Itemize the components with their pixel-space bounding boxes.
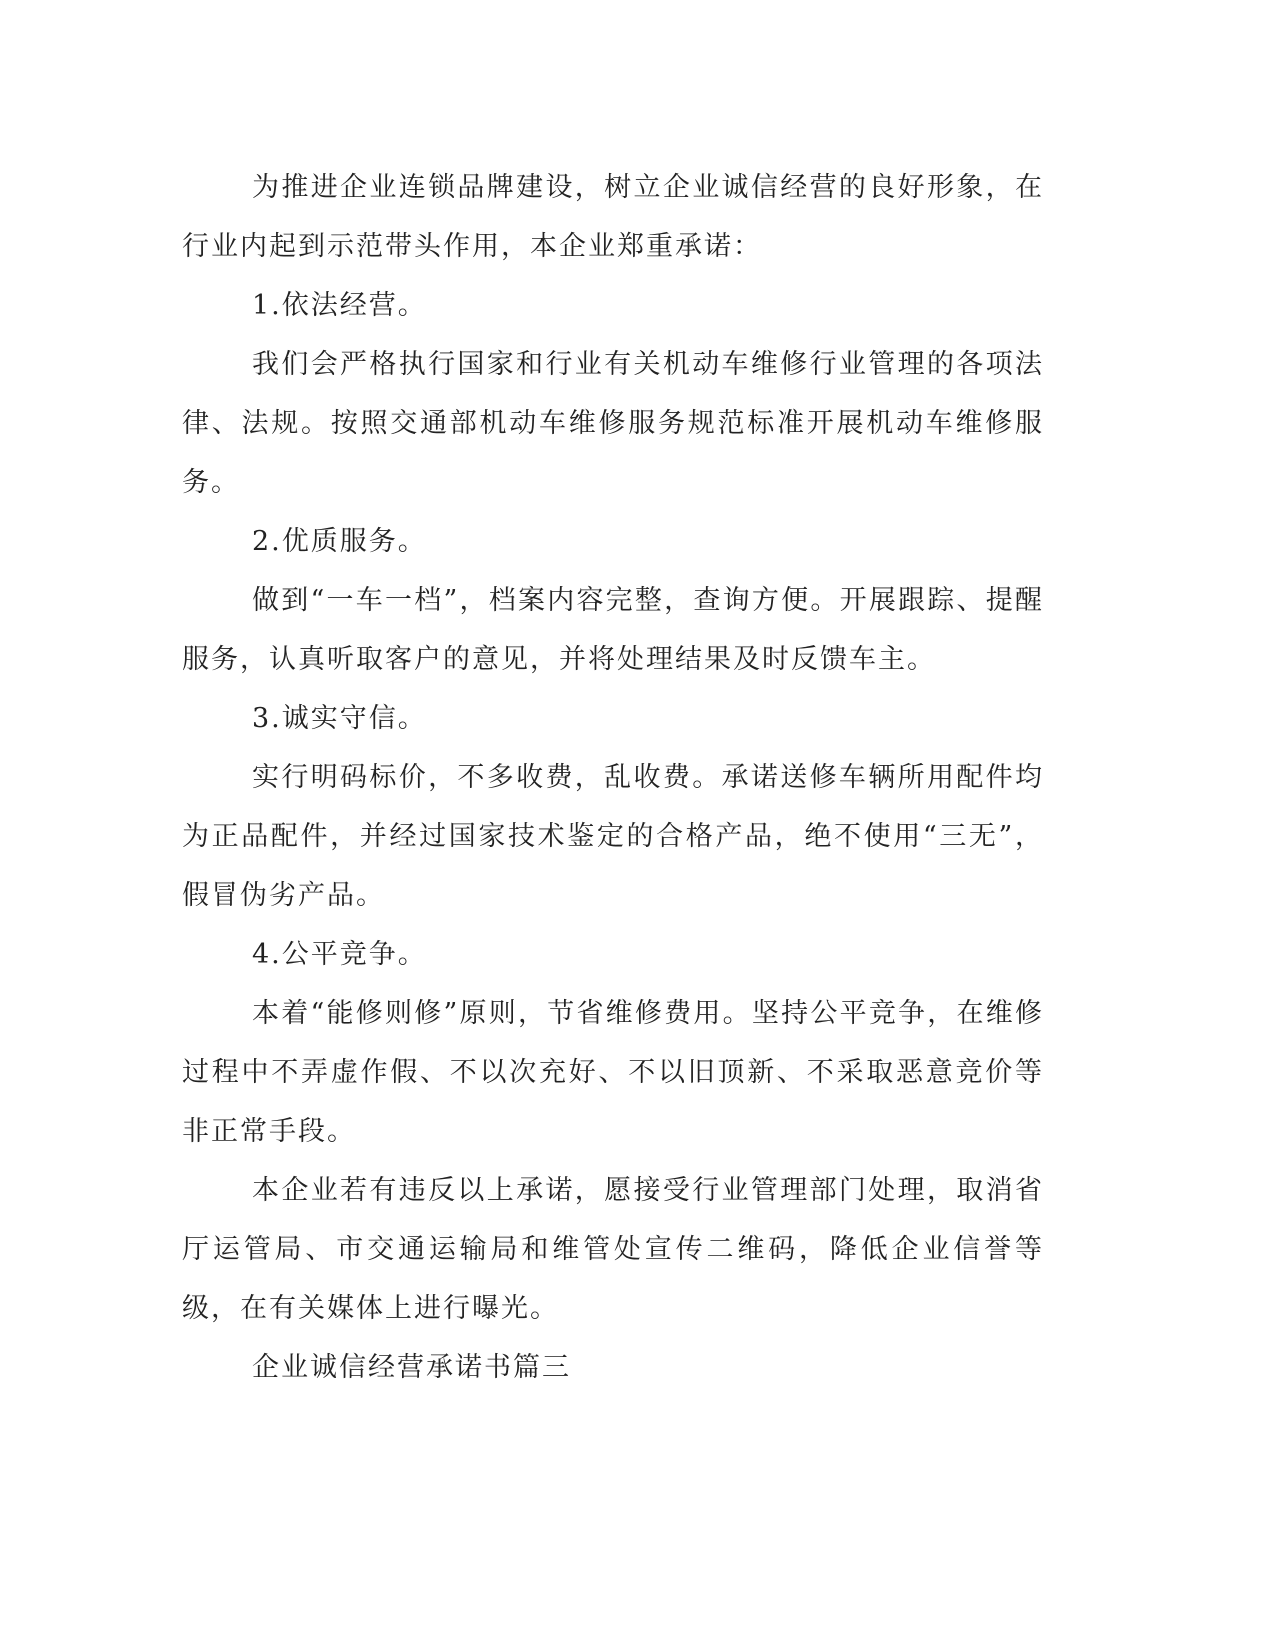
section-title-part-three: 企业诚信经营承诺书篇三 [252,1352,571,1383]
intro-paragraph: 为推进企业连锁品牌建设，树立企业诚信经营的良好形象，在行业内起到示范带头作用，本企业郑重承诺： [182,172,1044,262]
heading-fair-competition: 4.公平竞争。 [252,939,427,970]
quality-service-paragraph: 做到“一车一档”，档案内容完整，查询方便。开展跟踪、提醒服务，认真听取客户的意见，并将处理结果及时反馈车主。 [182,585,1044,675]
honesty-paragraph: 实行明码标价，不多收费，乱收费。承诺送修车辆所用配件均为正品配件，并经过国家技术鉴定的合格产品，绝不使用“三无”，假冒伪劣产品。 [182,762,1044,911]
fair-competition-paragraph: 本着“能修则修”原则，节省维修费用。坚持公平竞争，在维修过程中不弄虚作假、不以次充好、不以旧顶新、不采取恶意竞价等非正常手段。 [182,998,1044,1147]
heading-quality-service: 2.优质服务。 [252,526,427,557]
document-body [182,158,1044,1397]
heading-lawful-operation: 1.依法经营。 [252,290,427,321]
heading-honesty: 3.诚实守信。 [252,703,427,734]
violation-paragraph: 本企业若有违反以上承诺，愿接受行业管理部门处理，取消省厅运管局、市交通运输局和维管处宣传二维码，降低企业信誉等级，在有关媒体上进行曝光。 [182,1175,1044,1324]
lawful-operation-paragraph: 我们会严格执行国家和行业有关机动车维修行业管理的各项法律、法规。按照交通部机动车维修服务规范标准开展机动车维修服务。 [182,349,1044,498]
